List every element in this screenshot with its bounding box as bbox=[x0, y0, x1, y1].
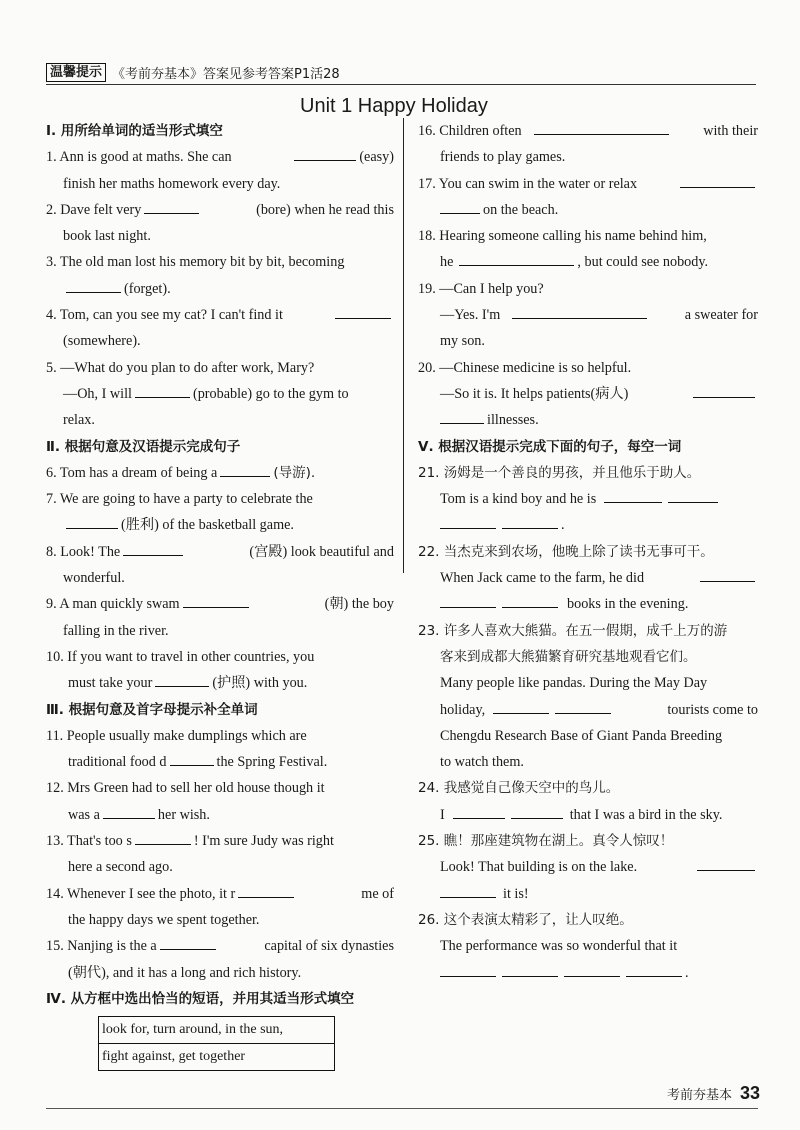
answer-blank[interactable] bbox=[440, 407, 484, 424]
phrase-line: look for, turn around, in the sun, bbox=[102, 1022, 284, 1038]
answer-blank[interactable] bbox=[103, 802, 155, 819]
question-22-cont: books in the evening. bbox=[418, 591, 758, 617]
answer-blank[interactable] bbox=[183, 591, 249, 608]
question-5: 5. —What do you plan to do after work, Mary? bbox=[46, 359, 315, 376]
answer-blank[interactable] bbox=[626, 960, 682, 977]
question-18: 18. Hearing someone calling his name behind him, bbox=[418, 228, 707, 245]
question-12-cont: was a her wish. bbox=[46, 802, 394, 828]
question-8-cont: wonderful. bbox=[63, 570, 125, 587]
answer-blank[interactable] bbox=[294, 144, 356, 161]
answer-blank[interactable] bbox=[502, 512, 558, 529]
question-26-cont: . bbox=[418, 960, 758, 986]
hint-bar bbox=[46, 63, 340, 82]
answer-blank[interactable] bbox=[220, 460, 270, 477]
answer-blank[interactable] bbox=[693, 381, 755, 398]
hint-rule bbox=[46, 84, 756, 85]
question-17: 17. You can swim in the water or relax bbox=[418, 171, 758, 197]
question-7: 7. We are going to have a party to celebrate the bbox=[46, 491, 313, 508]
left-column bbox=[46, 118, 394, 1071]
question-9-cont: falling in the river. bbox=[63, 622, 169, 639]
answer-blank[interactable] bbox=[170, 749, 214, 766]
question-23-en-4: to watch them. bbox=[440, 754, 524, 771]
section-heading: Ⅱ. 根据句意及汉语提示完成句子 bbox=[46, 438, 241, 455]
question-5-reply: —Oh, I will (probable) go to the gym to bbox=[46, 381, 394, 407]
answer-blank[interactable] bbox=[144, 197, 199, 214]
question-23-en-3: Chengdu Research Base of Giant Panda Breeding bbox=[440, 727, 723, 744]
answer-blank[interactable] bbox=[335, 302, 391, 319]
right-column bbox=[418, 118, 758, 986]
footer-rule bbox=[46, 1108, 758, 1109]
question-14: 14. Whenever I see the photo, it r me of bbox=[46, 881, 394, 907]
question-20-cont: illnesses. bbox=[418, 407, 758, 433]
answer-blank[interactable] bbox=[440, 881, 496, 898]
question-16: 16. Children often with their bbox=[418, 118, 758, 144]
page-number: 33 bbox=[739, 1083, 760, 1103]
question-4-cont: (somewhere). bbox=[63, 333, 141, 350]
question-22: 22. 当杰克来到农场，他晚上除了读书无事可干。 bbox=[418, 543, 714, 560]
hint-text: 《考前夯基本》答案见参考答案P1活28 bbox=[112, 67, 340, 82]
answer-blank[interactable] bbox=[502, 960, 558, 977]
question-21-en: Tom is a kind boy and he is bbox=[418, 486, 758, 512]
question-7-cont: (胜利) of the basketball game. bbox=[46, 512, 394, 538]
section-heading: Ⅲ. 根据句意及首字母提示补全单词 bbox=[46, 701, 258, 718]
answer-blank[interactable] bbox=[66, 276, 121, 293]
phrase-box bbox=[98, 1016, 335, 1071]
question-15-cont: (朝代), and it has a long and rich history. bbox=[68, 964, 302, 981]
question-25-cont: it is! bbox=[418, 881, 758, 907]
question-25: 25. 瞧！那座建筑物在湖上。真令人惊叹！ bbox=[418, 833, 674, 850]
question-23-en-2: holiday, tourists come to bbox=[418, 697, 758, 723]
question-12: 12. Mrs Green had to sell her old house though it bbox=[46, 780, 325, 797]
hint-badge: 温馨提示 bbox=[46, 63, 106, 82]
question-26: 26. 这个表演太精彩了，让人叹绝。 bbox=[418, 911, 633, 928]
question-3: 3. The old man lost his memory bit by bit, becoming bbox=[46, 254, 345, 271]
answer-blank[interactable] bbox=[534, 118, 669, 135]
question-20-reply: —So it is. It helps patients(病人) bbox=[418, 381, 758, 407]
answer-blank[interactable] bbox=[135, 381, 190, 398]
answer-blank[interactable] bbox=[555, 697, 611, 714]
answer-blank[interactable] bbox=[604, 486, 662, 503]
unit-title: Unit 1 Happy Holiday bbox=[300, 95, 488, 117]
question-21-cont: . bbox=[418, 512, 758, 538]
question-11-cont: traditional food d the Spring Festival. bbox=[46, 749, 394, 775]
section-heading: Ⅰ. 用所给单词的适当形式填空 bbox=[46, 123, 223, 139]
column-divider bbox=[403, 118, 404, 573]
question-8: 8. Look! The (宫殿) look beautiful and bbox=[46, 539, 394, 565]
question-14-cont: the happy days we spent together. bbox=[68, 911, 260, 928]
answer-blank[interactable] bbox=[493, 697, 549, 714]
question-19-reply: —Yes. I'm a sweater for bbox=[418, 302, 758, 328]
question-23-en: Many people like pandas. During the May Day bbox=[440, 675, 708, 692]
question-2-cont: book last night. bbox=[63, 228, 151, 245]
answer-blank[interactable] bbox=[440, 197, 480, 214]
answer-blank[interactable] bbox=[512, 302, 647, 319]
answer-blank[interactable] bbox=[123, 539, 183, 556]
footer-label: 考前夯基本 bbox=[666, 1088, 732, 1103]
question-5-cont: relax. bbox=[63, 412, 95, 429]
answer-blank[interactable] bbox=[453, 802, 505, 819]
question-18-cont: he , but could see nobody. bbox=[418, 249, 758, 275]
answer-blank[interactable] bbox=[440, 591, 496, 608]
question-26-en: The performance was so wonderful that it bbox=[440, 938, 678, 955]
question-24-en: I that I was a bird in the sky. bbox=[418, 802, 758, 828]
page-footer bbox=[667, 1083, 760, 1104]
answer-blank[interactable] bbox=[459, 249, 574, 266]
section-heading: Ⅴ. 根据汉语提示完成下面的句子，每空一词 bbox=[418, 438, 682, 455]
question-1-cont: finish her maths homework every day. bbox=[63, 175, 281, 192]
question-2: 2. Dave felt very (bore) when he read this bbox=[46, 197, 394, 223]
question-15: 15. Nanjing is the a capital of six dynasties bbox=[46, 933, 394, 959]
answer-blank[interactable] bbox=[564, 960, 620, 977]
question-9: 9. A man quickly swam (朝) the boy bbox=[46, 591, 394, 617]
question-25-en: Look! That building is on the lake. bbox=[418, 854, 758, 880]
answer-blank[interactable] bbox=[502, 591, 558, 608]
question-16-cont: friends to play games. bbox=[440, 149, 566, 166]
answer-blank[interactable] bbox=[155, 670, 209, 687]
question-4: 4. Tom, can you see my cat? I can't find it bbox=[46, 302, 394, 328]
question-10: 10. If you want to travel in other countries, you bbox=[46, 648, 315, 665]
question-20: 20. —Chinese medicine is so helpful. bbox=[418, 359, 632, 376]
answer-blank[interactable] bbox=[511, 802, 563, 819]
question-17-cont: on the beach. bbox=[418, 197, 758, 223]
question-19: 19. —Can I help you? bbox=[418, 280, 544, 297]
answer-blank[interactable] bbox=[440, 960, 496, 977]
question-13-cont: here a second ago. bbox=[68, 859, 173, 876]
question-11: 11. People usually make dumplings which are bbox=[46, 727, 307, 744]
question-3-cont: (forget). bbox=[46, 276, 394, 302]
answer-blank[interactable] bbox=[66, 512, 118, 529]
answer-blank[interactable] bbox=[697, 854, 755, 871]
question-21: 21. 汤姆是一个善良的男孩，并且他乐于助人。 bbox=[418, 464, 701, 481]
answer-blank[interactable] bbox=[135, 828, 191, 845]
answer-blank[interactable] bbox=[700, 565, 755, 582]
question-23-cont: 客来到成都大熊猫繁育研究基地观看它们。 bbox=[440, 648, 697, 665]
section-heading: Ⅳ. 从方框中选出恰当的短语，并用其适当形式填空 bbox=[46, 990, 355, 1007]
question-22-en: When Jack came to the farm, he did bbox=[418, 565, 758, 591]
question-6: 6. Tom has a dream of being a (导游). bbox=[46, 460, 394, 486]
question-19-cont: my son. bbox=[440, 333, 485, 350]
question-24: 24. 我感觉自己像天空中的鸟儿。 bbox=[418, 780, 620, 797]
answer-blank[interactable] bbox=[440, 512, 496, 529]
answer-blank[interactable] bbox=[238, 881, 294, 898]
phrase-line: fight against, get together bbox=[99, 1043, 334, 1070]
question-1: 1. Ann is good at maths. She can (easy) bbox=[46, 144, 394, 170]
question-23: 23. 许多人喜欢大熊猫。在五一假期，成千上万的游 bbox=[418, 622, 728, 639]
answer-blank[interactable] bbox=[680, 171, 755, 188]
question-13: 13. That's too s ! I'm sure Judy was right bbox=[46, 828, 394, 854]
answer-blank[interactable] bbox=[668, 486, 718, 503]
answer-blank[interactable] bbox=[160, 933, 216, 950]
question-10-cont: must take your (护照) with you. bbox=[46, 670, 394, 696]
